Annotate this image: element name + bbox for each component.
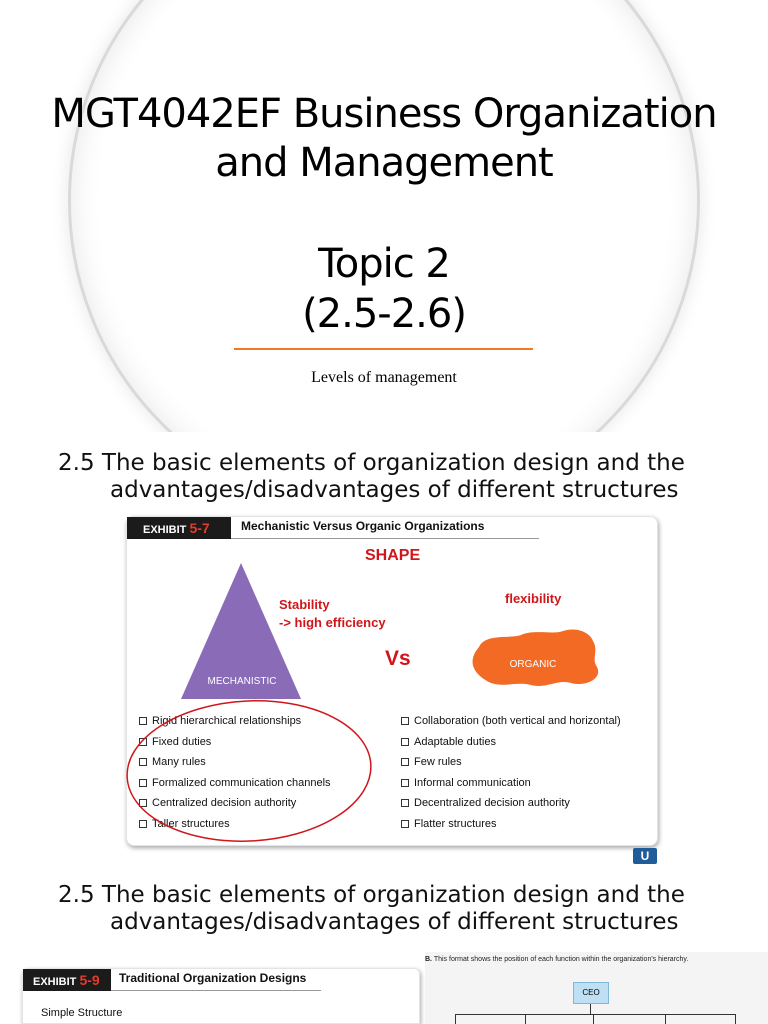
connector-line <box>665 1014 666 1024</box>
exhibit-title: Mechanistic Versus Organic Organizations <box>241 519 485 533</box>
list-item: Formalized communication channels <box>139 776 331 797</box>
ceo-box: CEO <box>573 982 609 1004</box>
list-item: Decentralized decision authority <box>401 796 621 817</box>
mechanistic-label: MECHANISTIC <box>207 676 277 687</box>
list-item: Few rules <box>401 755 621 776</box>
slide3-heading <box>58 882 685 936</box>
slide3-heading-line1: 2.5 The basic elements of organization design and the <box>58 882 685 908</box>
vs-annotation: Vs <box>385 647 411 670</box>
chart-caption: B. This format shows the position of each function within the organization's hierarchy. <box>425 956 689 963</box>
structure-type-label: Simple Structure <box>41 1007 123 1019</box>
checkbox-icon <box>401 717 409 725</box>
course-title-line2: and Management <box>215 140 553 186</box>
list-item: Flatter structures <box>401 817 621 838</box>
decorative-circle <box>68 0 700 432</box>
exhibit-header <box>23 969 321 991</box>
organic-characteristics <box>401 714 621 838</box>
list-item: Rigid hierarchical relationships <box>139 714 331 735</box>
title-slide <box>0 0 768 432</box>
connector-line <box>735 1014 736 1024</box>
exhibit-number: 5-7 <box>189 520 210 536</box>
list-item: Many rules <box>139 755 331 776</box>
topic-title: Topic 2 <box>318 241 450 287</box>
flexibility-annotation: flexibility <box>505 591 562 606</box>
list-item: Adaptable duties <box>401 735 621 756</box>
course-title-line1: MGT4042EF Business Organization <box>51 91 717 137</box>
connector-line <box>593 1014 594 1024</box>
slide3-heading-line2: advantages/disadvantages of different structures <box>110 909 679 935</box>
checkbox-icon <box>401 738 409 746</box>
organic-blob-icon <box>465 625 605 691</box>
connector-line <box>455 1014 456 1024</box>
stability-annotation: Stability -> high efficiency <box>279 597 386 630</box>
red-highlight-oval <box>123 697 375 845</box>
exhibit-mechanistic-vs-organic <box>126 516 658 846</box>
exhibit-header <box>127 517 539 539</box>
slide-subtitle: Levels of management <box>311 369 457 386</box>
org-chart-excerpt <box>425 952 768 1024</box>
organic-label: ORGANIC <box>509 659 557 670</box>
divider-line <box>234 348 533 350</box>
checkbox-icon <box>401 820 409 828</box>
slide2-heading-line2: advantages/disadvantages of different structures <box>110 477 679 503</box>
exhibit-label: EXHIBIT 5-7 <box>127 517 231 539</box>
slide2-heading-line1: 2.5 The basic elements of organization design and the <box>58 450 685 476</box>
exhibit-title: Traditional Organization Designs <box>119 971 307 985</box>
connector-line <box>525 1014 526 1024</box>
list-item: Taller structures <box>139 817 331 838</box>
list-item: Informal communication <box>401 776 621 797</box>
connector-line <box>455 1014 735 1015</box>
checkbox-icon <box>401 799 409 807</box>
connector-line <box>590 1004 591 1014</box>
checkbox-icon <box>401 758 409 766</box>
exhibit-traditional-designs <box>22 968 420 1024</box>
exhibit-label: EXHIBIT 5-9 <box>23 969 111 991</box>
navigation-icon[interactable]: U <box>633 848 657 864</box>
list-item: Collaboration (both vertical and horizontal) <box>401 714 621 735</box>
slide2-heading <box>58 450 685 504</box>
topic-range: (2.5-2.6) <box>302 291 466 337</box>
list-item: Fixed duties <box>139 735 331 756</box>
list-item: Centralized decision authority <box>139 796 331 817</box>
exhibit-number: 5-9 <box>79 972 100 988</box>
checkbox-icon <box>401 779 409 787</box>
shape-annotation: SHAPE <box>365 547 421 564</box>
